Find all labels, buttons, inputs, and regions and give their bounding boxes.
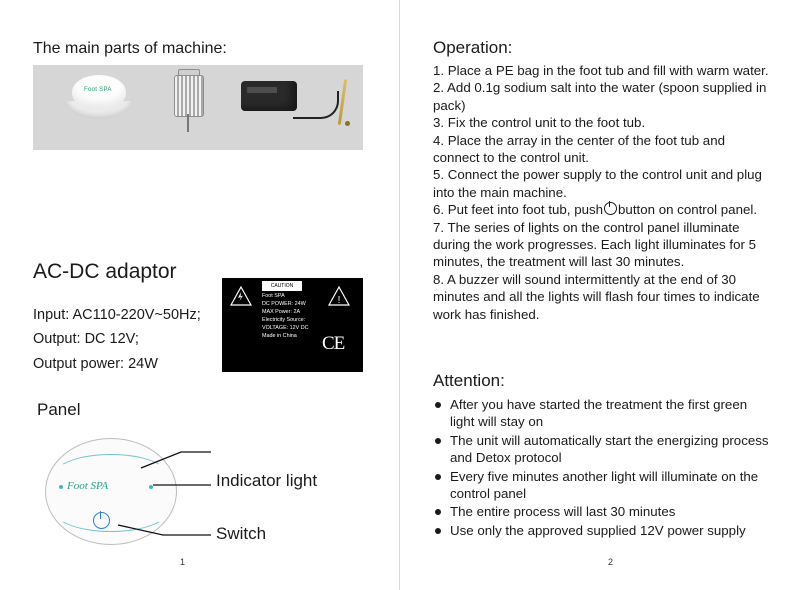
attention-item: The unit will automatically start the energizing process and Detox protocol [433, 432, 773, 467]
plate-line-3: Electricity Source: [262, 317, 306, 323]
plate-line-2: MAX Power: 2A [262, 309, 301, 315]
page-number-left: 1 [180, 557, 186, 567]
warning-triangle-icon [230, 286, 252, 306]
panel-brand-label: Foot SPA [67, 480, 109, 492]
test-stick-illustration [323, 79, 363, 129]
svg-text:!: ! [337, 295, 341, 306]
left-column [0, 0, 399, 590]
control-unit-illustration [66, 75, 132, 123]
operation-step: 5. Connect the power supply to the control unit and plug into the main machine. [433, 167, 762, 200]
right-column [400, 0, 800, 590]
attention-list [433, 396, 773, 540]
operation-step-6-text-before: 6. Put feet into foot tub, push [433, 202, 604, 218]
panel-callouts [33, 430, 383, 555]
attention-heading: Attention: [433, 371, 505, 390]
plate-line-5: Made in China [262, 333, 297, 339]
adaptor-label-plate [222, 278, 363, 372]
operation-heading: Operation: [433, 38, 513, 57]
operation-step-6-text-after: button on control panel. [618, 202, 758, 218]
plate-line-4: VOLTAGE: 12V DC [262, 325, 309, 331]
test-stick-shaft [338, 79, 347, 125]
attention-item: Every five minutes another light will illuminate on the control panel [433, 468, 773, 503]
adaptor-label-stripe [247, 87, 277, 93]
operation-step: 2. Add 0.1g sodium salt into the water (spoon supplied in pack) [433, 80, 767, 113]
adaptor-heading: AC-DC adaptor [33, 260, 177, 283]
plate-line-1: DC POWER: 24W [262, 301, 306, 307]
control-unit-brand: Foot SPA [84, 87, 112, 93]
operation-step-6 [433, 201, 771, 218]
ce-mark: CE [322, 333, 345, 354]
operation-step: 3. Fix the control unit to the foot tub. [433, 115, 646, 131]
plate-title: Foot SPA [262, 293, 285, 299]
callout-indicator-light: Indicator light [216, 471, 318, 490]
adaptor-spec-input: Input: AC110-220V~50Hz; [33, 307, 201, 323]
adaptor-spec-output: Output: DC 12V; [33, 331, 139, 347]
test-stick-tip [345, 121, 350, 126]
power-button-icon [604, 202, 617, 215]
adaptor-spec-power: Output power: 24W [33, 356, 158, 372]
caution-banner: CAUTION [262, 281, 302, 291]
operation-step: 7. The series of lights on the control panel illuminate during the work progresses. Each light illuminates for 5 minutes, the treatment will last 30 minutes. [433, 219, 756, 270]
attention-item: After you have started the treatment the first green light will stay on [433, 396, 773, 431]
callout-switch: Switch [216, 524, 267, 543]
array-body [174, 75, 204, 117]
operation-steps [433, 62, 771, 323]
attention-item: Use only the approved supplied 12V power supply [433, 522, 773, 539]
panel-heading: Panel [37, 400, 81, 419]
attention-item: The entire process will last 30 minutes [433, 503, 773, 520]
parts-heading: The main parts of machine: [33, 40, 227, 57]
operation-step: 1. Place a PE bag in the foot tub and fill with warm water. [433, 63, 769, 78]
operation-step: 8. A buzzer will sound intermittently at the end of 30 minutes and all the lights will flash four times to indicate work has finished. [433, 271, 760, 322]
page-number-right: 2 [608, 557, 614, 567]
operation-step: 4. Place the array in the center of the foot tub and connect to the control unit. [433, 132, 725, 166]
parts-photo [33, 65, 363, 150]
adaptor-brick [241, 81, 297, 111]
array-wire [187, 114, 189, 132]
ion-array-illustration [168, 69, 210, 133]
